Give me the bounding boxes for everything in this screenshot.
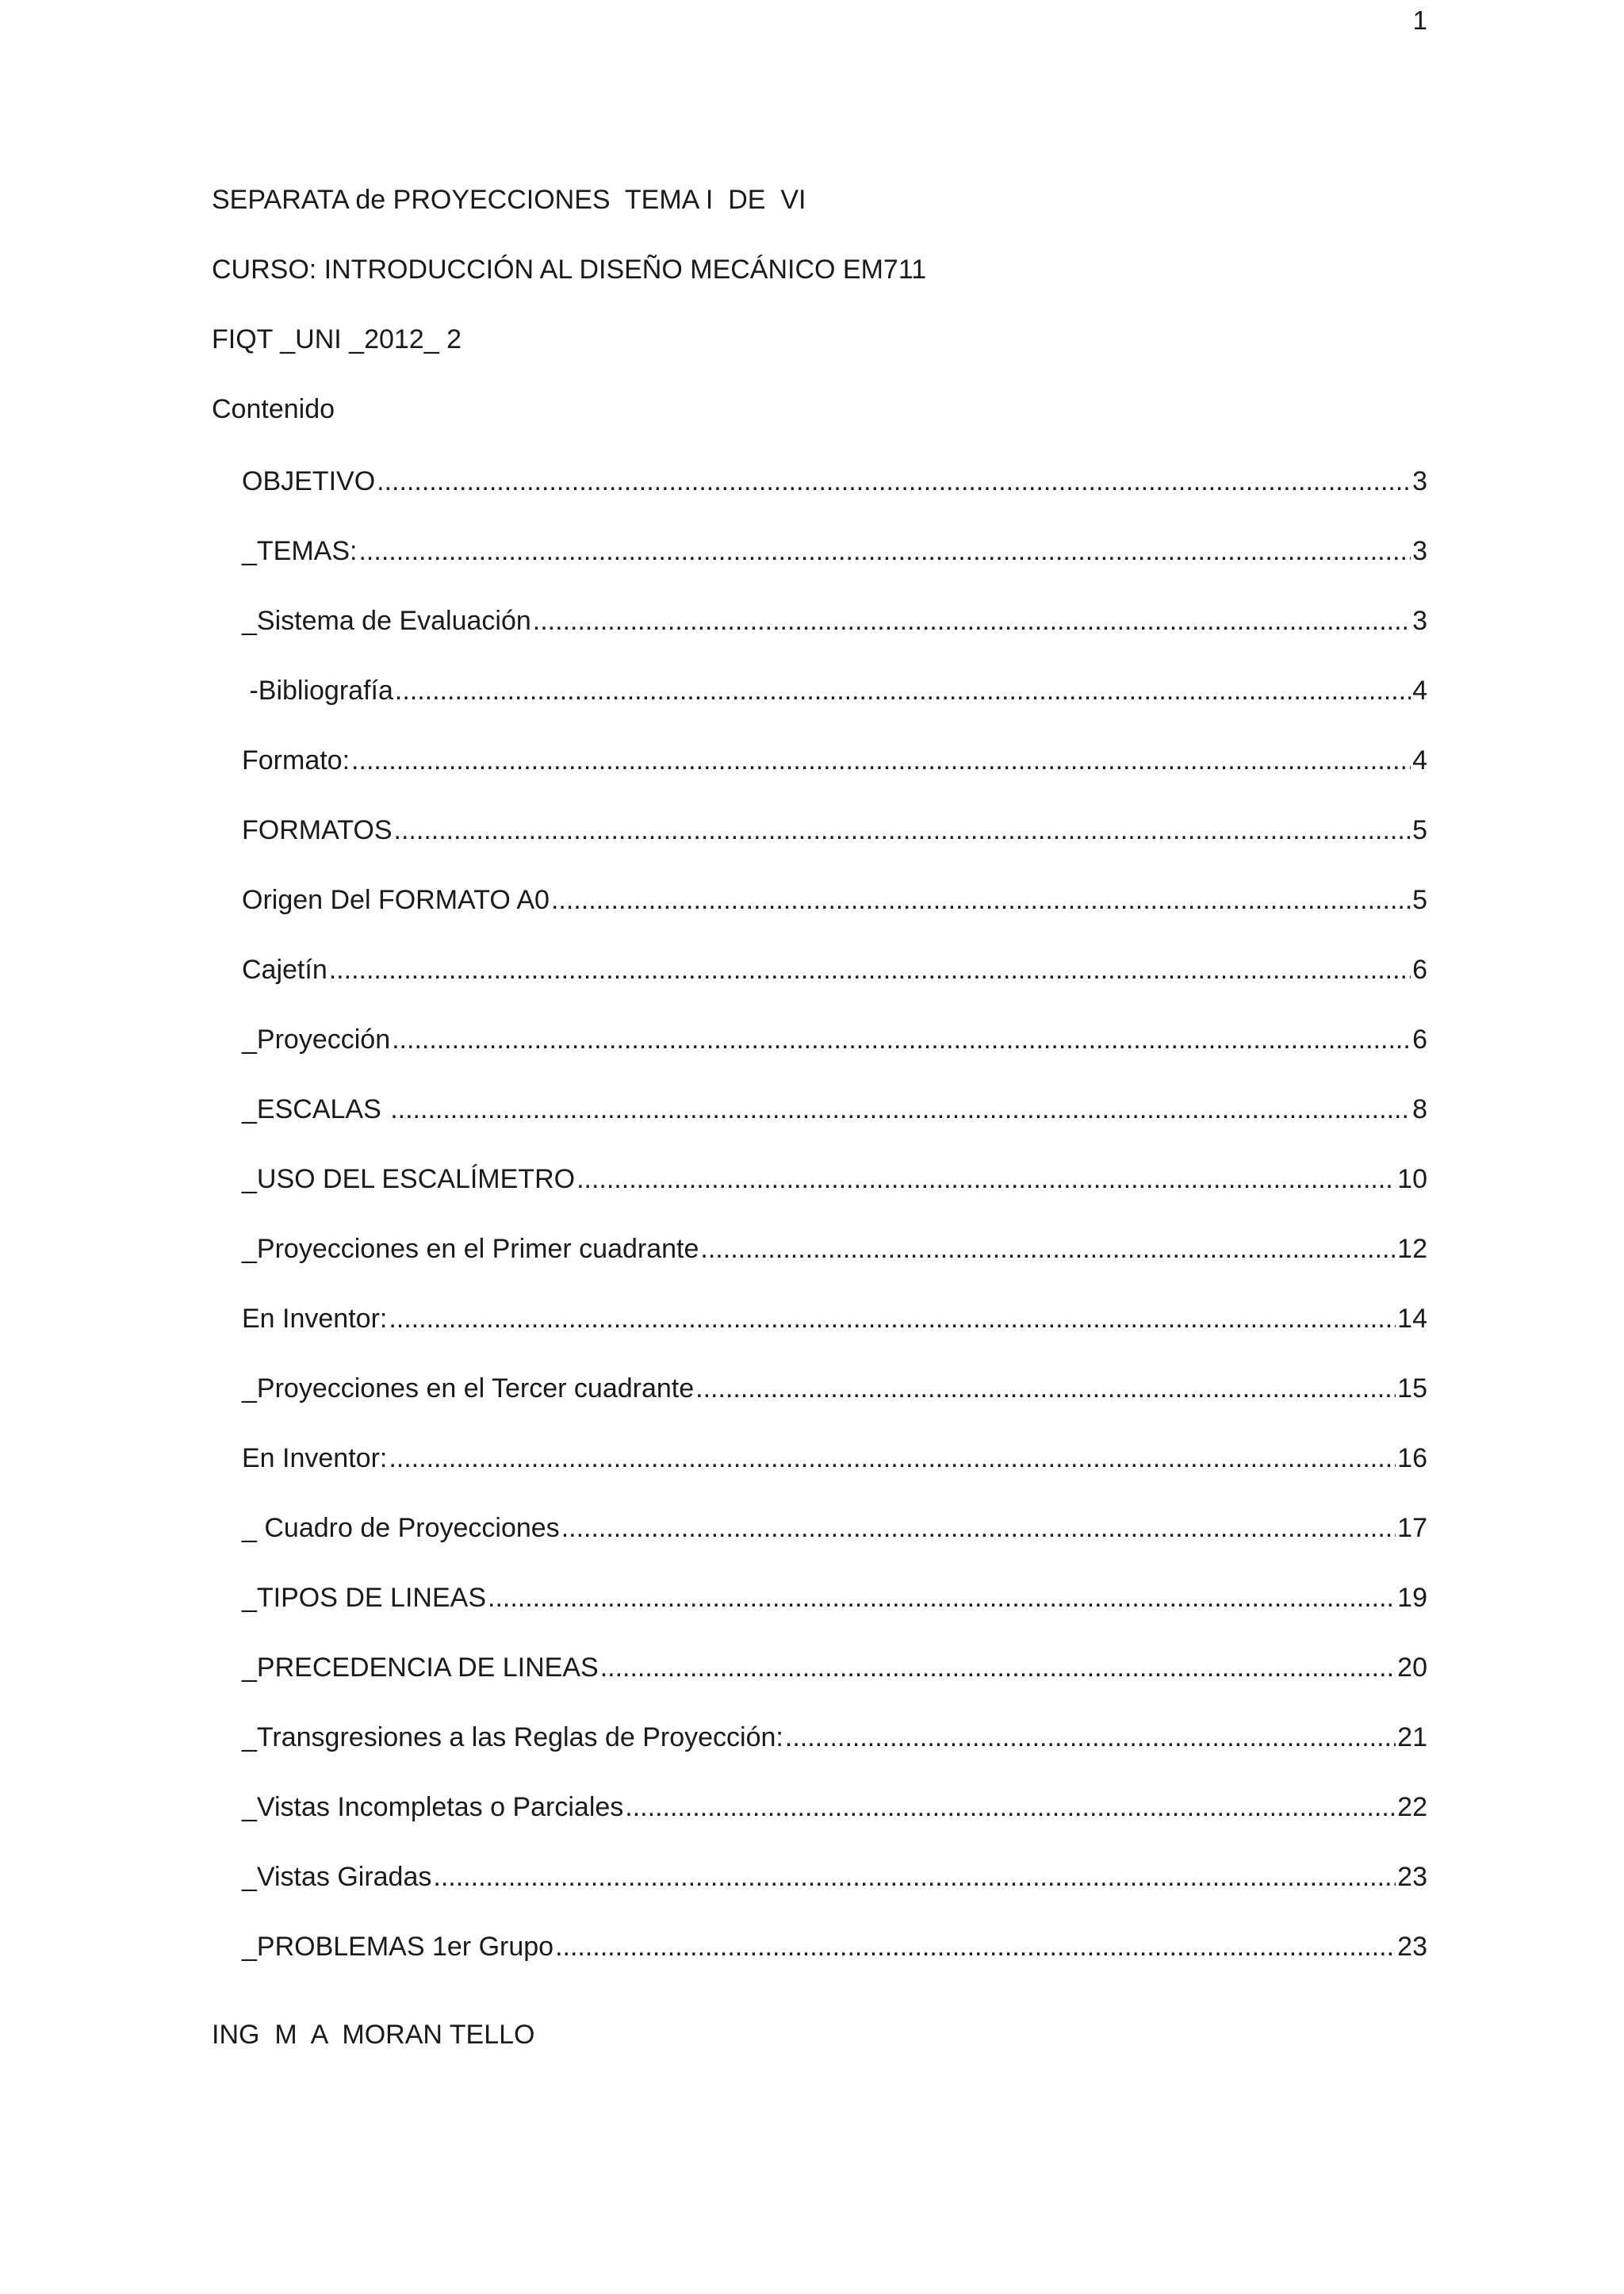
toc-entry-title: _Vistas Incompletas o Parciales	[242, 1792, 624, 1822]
toc-entry[interactable]	[242, 883, 1427, 917]
toc-entry-title: FORMATOS	[242, 815, 393, 845]
toc-dot-leader	[358, 534, 1411, 569]
toc-entry-page: 23	[1397, 1862, 1427, 1892]
toc-entry[interactable]	[242, 1929, 1427, 1964]
toc-entry-page: 6	[1412, 955, 1427, 985]
toc-entry[interactable]	[242, 603, 1427, 638]
toc-dot-leader	[394, 813, 1411, 848]
toc-entry-title: Formato:	[242, 745, 350, 776]
toc-dot-leader	[329, 952, 1411, 987]
contents-heading: Contenido	[212, 394, 335, 424]
toc-entry[interactable]	[242, 1022, 1427, 1057]
toc-dot-leader	[389, 1441, 1396, 1476]
toc-entry[interactable]	[242, 1580, 1427, 1615]
toc-entry-page: 10	[1397, 1164, 1427, 1194]
toc-entry-page: 20	[1397, 1653, 1427, 1683]
toc-dot-leader	[433, 1859, 1396, 1894]
toc-entry[interactable]	[242, 1301, 1427, 1336]
toc-entry-title: _Vistas Giradas	[242, 1862, 432, 1892]
toc-dot-leader	[600, 1650, 1396, 1685]
toc-entry[interactable]	[242, 534, 1427, 569]
toc-dot-leader	[390, 1092, 1411, 1127]
toc-entry-page: 4	[1412, 745, 1427, 776]
toc-dot-leader	[351, 743, 1411, 778]
toc-dot-leader	[395, 673, 1411, 708]
toc-entry[interactable]	[242, 1441, 1427, 1476]
toc-entry-page: 12	[1397, 1234, 1427, 1264]
toc-entry-title: -Bibliografía	[242, 676, 393, 706]
toc-entry-page: 14	[1397, 1304, 1427, 1334]
toc-entry-title: _TIPOS DE LINEAS	[242, 1583, 486, 1613]
toc-entry-page: 4	[1412, 676, 1427, 706]
toc-entry[interactable]	[242, 1720, 1427, 1755]
toc-dot-leader	[551, 883, 1411, 917]
toc-entry-page: 21	[1397, 1722, 1427, 1752]
toc-entry-title: Origen Del FORMATO A0	[242, 885, 550, 915]
toc-entry-title: _PRECEDENCIA DE LINEAS	[242, 1653, 599, 1683]
toc-entry-title: _PROBLEMAS 1er Grupo	[242, 1932, 554, 1962]
toc-dot-leader	[695, 1371, 1396, 1406]
toc-dot-leader	[700, 1231, 1396, 1266]
toc-dot-leader	[392, 1022, 1411, 1057]
toc-entry[interactable]	[242, 1650, 1427, 1685]
toc-entry-page: 3	[1412, 536, 1427, 566]
toc-entry[interactable]	[242, 952, 1427, 987]
toc-dot-leader	[377, 464, 1411, 499]
toc-entry-title: _Proyección	[242, 1024, 391, 1055]
toc-entry-page: 3	[1412, 606, 1427, 636]
toc-entry[interactable]	[242, 1231, 1427, 1266]
toc-entry[interactable]	[242, 1162, 1427, 1197]
toc-dot-leader	[533, 603, 1411, 638]
toc-dot-leader	[576, 1162, 1396, 1197]
toc-entry-page: 15	[1397, 1373, 1427, 1404]
toc-entry[interactable]	[242, 1859, 1427, 1894]
toc-entry-page: 23	[1397, 1932, 1427, 1962]
toc-entry-title: OBJETIVO	[242, 466, 376, 496]
toc-entry[interactable]	[242, 1092, 1427, 1127]
toc-dot-leader	[555, 1929, 1396, 1964]
toc-entry-title: _Proyecciones en el Tercer cuadrante	[242, 1373, 695, 1404]
author-line: ING M A MORAN TELLO	[212, 2020, 535, 2050]
toc-entry-page: 22	[1397, 1792, 1427, 1822]
toc-entry-page: 16	[1397, 1443, 1427, 1473]
toc-entry-title: _USO DEL ESCALÍMETRO	[242, 1164, 576, 1194]
toc-entry-title: _TEMAS:	[242, 536, 358, 566]
page-number: 1	[1412, 6, 1427, 35]
toc-entry-title: _Transgresiones a las Reglas de Proyección:	[242, 1722, 783, 1752]
toc-entry[interactable]	[242, 1371, 1427, 1406]
toc-dot-leader	[488, 1580, 1396, 1615]
toc-dot-leader	[785, 1720, 1396, 1755]
toc-entry-title: _ESCALAS	[242, 1094, 389, 1124]
toc-entry-title: _Proyecciones en el Primer cuadrante	[242, 1234, 699, 1264]
toc-entry[interactable]	[242, 743, 1427, 778]
toc-entry-title: En Inventor:	[242, 1304, 388, 1334]
toc-entry-title: _Sistema de Evaluación	[242, 606, 531, 636]
toc-entry[interactable]	[242, 1790, 1427, 1825]
course-line: CURSO: INTRODUCCIÓN AL DISEÑO MECÁNICO EM711	[212, 255, 927, 285]
toc-entry-page: 19	[1397, 1583, 1427, 1613]
faculty-line: FIQT _UNI _2012_ 2	[212, 324, 462, 354]
toc-entry-title: _ Cuadro de Proyecciones	[242, 1513, 560, 1543]
toc-dot-leader	[625, 1790, 1396, 1825]
toc-dot-leader	[389, 1301, 1396, 1336]
document-title: SEPARATA de PROYECCIONES TEMA I DE VI	[212, 185, 806, 215]
toc-entry[interactable]	[242, 1511, 1427, 1545]
toc-entry-page: 5	[1412, 885, 1427, 915]
toc-entry[interactable]	[242, 673, 1427, 708]
toc-entry-page: 5	[1412, 815, 1427, 845]
toc-entry-page: 17	[1397, 1513, 1427, 1543]
toc-entry[interactable]	[242, 813, 1427, 848]
toc-dot-leader	[561, 1511, 1396, 1545]
toc-entry[interactable]	[242, 464, 1427, 499]
toc-entry-page: 8	[1412, 1094, 1427, 1124]
toc-entry-page: 3	[1412, 466, 1427, 496]
toc-entry-page: 6	[1412, 1024, 1427, 1055]
toc-entry-title: Cajetín	[242, 955, 327, 985]
toc-entry-title: En Inventor:	[242, 1443, 388, 1473]
